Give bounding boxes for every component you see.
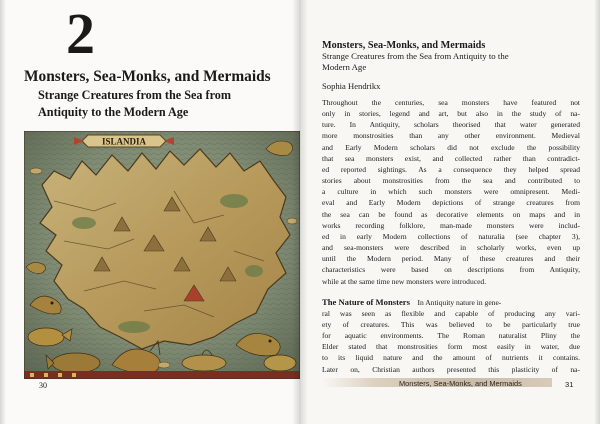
text-line: and sea-monsters were described in scholarly works, even up [322, 243, 580, 253]
text-line: and Early Modern scholars did not exclude the possibility [322, 142, 580, 152]
paragraph-1 [322, 97, 580, 287]
text-line: Later on, Christian authors presented this plasticity of na- [322, 364, 580, 374]
text-line: eval and Early Modern depictions of strange creatures from [322, 198, 580, 208]
text-line: for aquatic environments. The Roman naturalist Pliny the [322, 331, 580, 341]
text-line: while at the same time new monsters were introduced. [322, 276, 487, 286]
text-line: ture. In Antiquity, scholars theorised that water generated [322, 120, 580, 130]
text-line: ety of creatures. This was believed to be particularly true [322, 319, 580, 329]
section-heading: The Nature of Monsters [322, 296, 410, 307]
chapter-subtitle-line: Antiquity to the Modern Age [38, 105, 189, 119]
paragraph-2 [322, 297, 580, 375]
text-line: only in stories, legend and art, but also in the study of na- [322, 109, 580, 119]
chapter-subheading-line: Strange Creatures from the Sea from Antiquity to the [322, 51, 509, 61]
text-line: Throughout the centuries, sea monsters have featured not [322, 98, 580, 107]
chapter-subheading-line: Modern Age [322, 61, 367, 72]
right-page [300, 0, 600, 424]
page-number-right: 31 [565, 380, 574, 389]
text-line: ral was seen as flexible and capable of producing any vari- [322, 308, 580, 318]
text-line: ed reported sightings. As a consequence they helped spread [322, 164, 580, 174]
chapter-subtitle-line: Strange Creatures from the Sea from [38, 88, 232, 102]
chapter-number: 2 [66, 1, 94, 66]
text-line: ed in early Modern collections of naturalia (see chapter 3), [322, 231, 580, 241]
running-footer-title: Monsters, Sea-Monks, and Mermaids [399, 379, 522, 388]
chapter-subheading [322, 51, 582, 72]
text-line: more monstrosities than any other environment. Medieval [322, 131, 580, 141]
chapter-heading: Monsters, Sea-Monks, and Mermaids [322, 40, 486, 51]
author-name: Sophia Hendrikx [322, 81, 381, 91]
text-line: stories about monstrosities from the sea and contributed to [322, 176, 580, 186]
page-edge-shadow [0, 0, 6, 424]
page-number-left: 30 [39, 381, 47, 390]
text-line: that sea monsters exist, and collected rather than contradict- [322, 153, 580, 163]
text-line: the sea can be found as decorative elements on maps and in [322, 209, 580, 219]
iceland-map-illustration [24, 131, 300, 379]
book-gutter [292, 0, 308, 424]
map-cartouche-label: ISLANDIA [101, 136, 147, 147]
body-text [322, 97, 580, 375]
text-line: characteristics were based on descriptions from Antiquity, [322, 265, 580, 275]
text-line [322, 297, 580, 308]
chapter-title: Monsters, Sea-Monks, and Mermaids [24, 68, 271, 85]
chapter-subtitle [38, 87, 278, 121]
text-line: works recording folklore, man-made monsters were includ- [322, 220, 580, 230]
section-first-line: In Antiquity nature in gene- [417, 297, 502, 307]
text-line: Elder stated that monstrosities form most easily in water, due [322, 342, 580, 352]
map-cartouche [74, 135, 174, 147]
text-line: a culture in which such monsters were omnipresent. Medi- [322, 187, 580, 197]
text-line: to its liquid nature and the amount of nutrients it contains. [322, 353, 580, 363]
page-edge-shadow [594, 0, 600, 424]
text-line: until the Modern period. Many of these creatures and their [322, 254, 580, 264]
